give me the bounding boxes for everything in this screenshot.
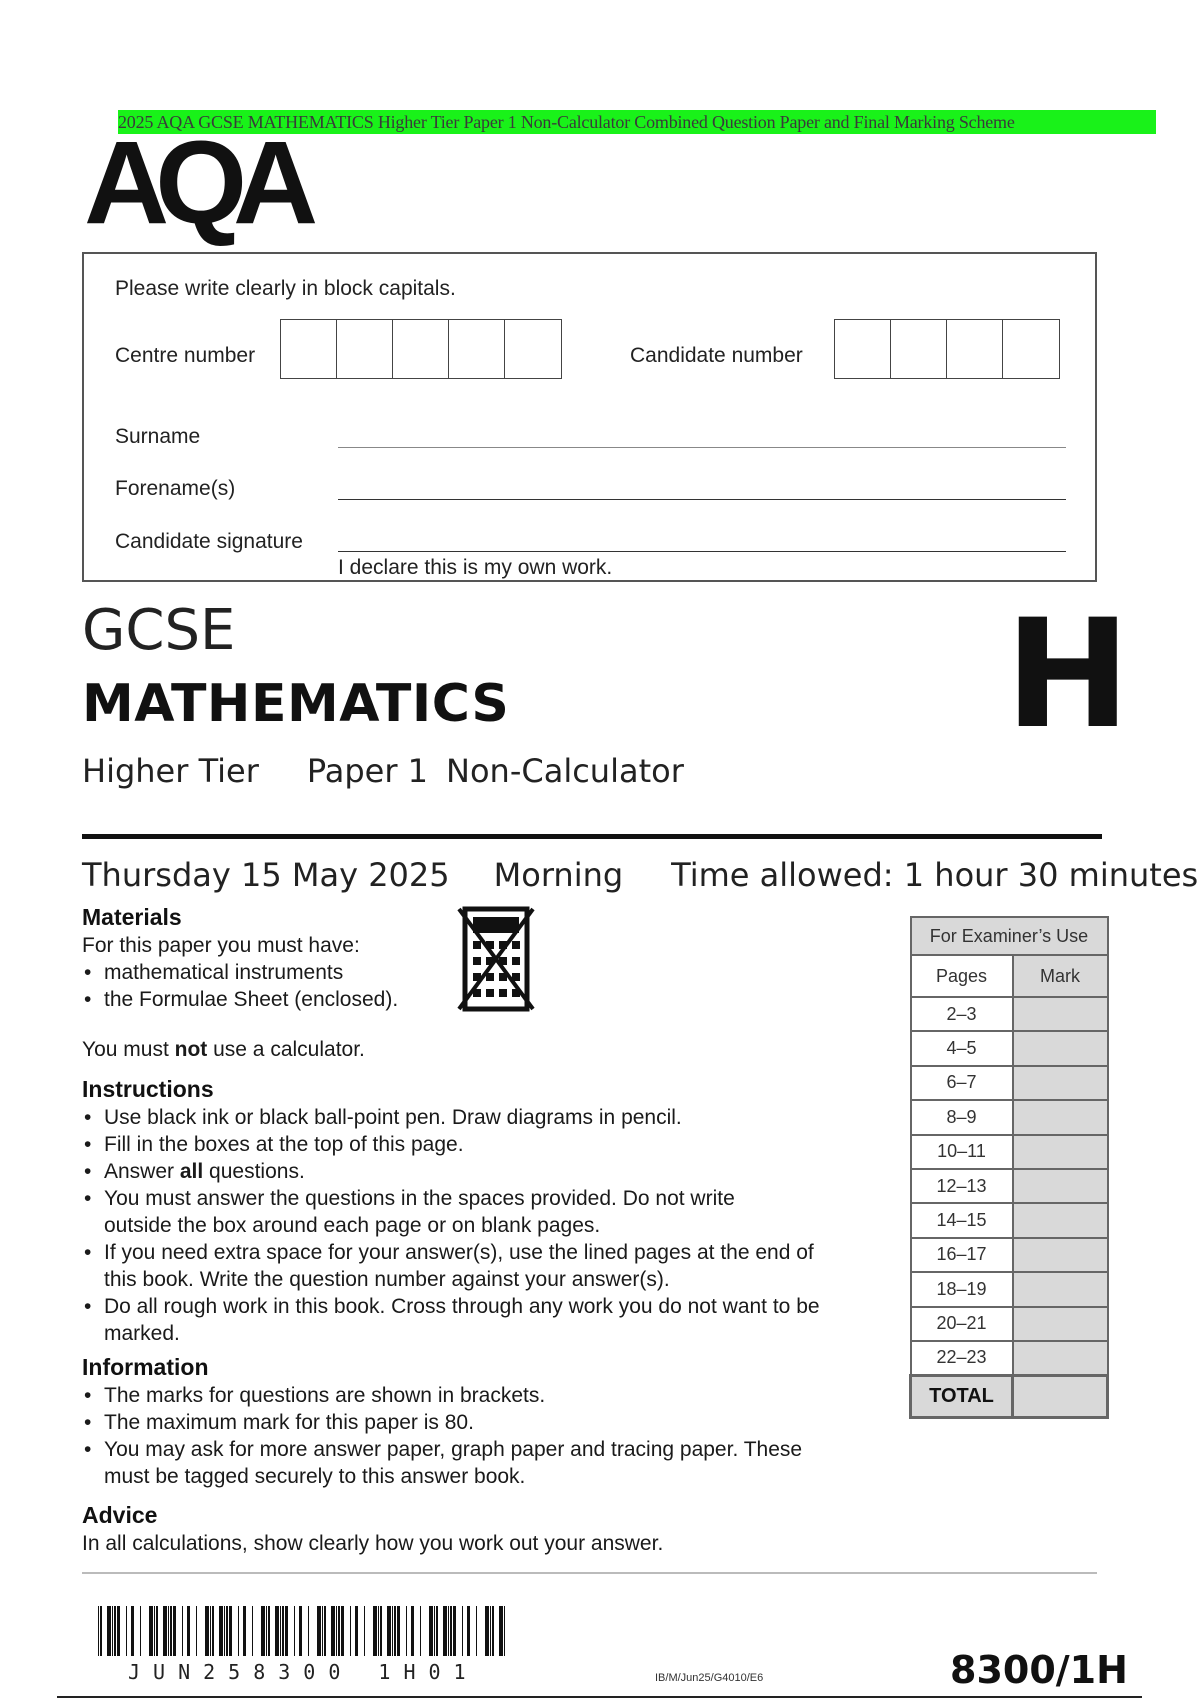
signature-field[interactable] <box>338 551 1066 552</box>
barcode-bar <box>322 1606 323 1656</box>
mark-cell <box>1013 1066 1108 1100</box>
aqa-logo: AQA <box>84 117 305 249</box>
barcode-bar <box>156 1606 158 1656</box>
barcode-bar <box>196 1606 197 1656</box>
mark-cell <box>1013 1135 1108 1169</box>
barcode-bar <box>373 1606 377 1656</box>
barcode-bar <box>485 1606 489 1656</box>
barcode-bar <box>436 1606 438 1656</box>
barcode-bar <box>219 1606 223 1656</box>
centre-digit-box[interactable] <box>281 320 337 378</box>
barcode-bar <box>443 1606 447 1656</box>
list-item <box>82 1158 842 1185</box>
tier-letter: H <box>1005 588 1131 762</box>
list-item-emphasis: all <box>179 1160 204 1183</box>
calculator-rule-suffix: use a calculator. <box>207 1038 365 1061</box>
surname-field[interactable] <box>338 447 1066 448</box>
calculator-status: Non-Calculator <box>446 752 684 790</box>
table-row: 16–17 <box>911 1238 1013 1272</box>
list-item: • the Formulae Sheet (enclosed). <box>82 986 462 1013</box>
calculator-rule <box>82 1036 365 1063</box>
title-divider <box>82 834 1102 839</box>
barcode-bar <box>336 1606 337 1656</box>
time-allowed: Time allowed: 1 hour 30 minutes <box>671 856 1199 894</box>
centre-digit-box[interactable] <box>393 320 449 378</box>
barcode <box>98 1606 508 1656</box>
list-item-text: If you need extra space for your answer(s), use the lined pages at the end of this book. Write the question number against your answer(s). <box>104 1241 814 1291</box>
barcode-bar <box>341 1606 344 1656</box>
list-item <box>82 1293 842 1347</box>
table-row: 20–21 <box>911 1307 1013 1341</box>
calculator-rule-emphasis: not <box>174 1038 208 1061</box>
barcode-bar <box>450 1606 452 1656</box>
barcode-bar <box>364 1606 365 1656</box>
barcode-bar <box>182 1606 183 1656</box>
barcode-bar <box>331 1606 335 1656</box>
list-item: • The maximum mark for this paper is 80. <box>82 1409 822 1436</box>
barcode-bar <box>212 1606 214 1656</box>
document-reference: IB/M/Jun25/G4010/E6 <box>655 1672 764 1684</box>
barcode-bar <box>98 1606 99 1656</box>
information-heading: Information <box>82 1354 209 1380</box>
barcode-bar <box>317 1606 321 1656</box>
barcode-bar <box>406 1606 407 1656</box>
paper-number: Paper 1 <box>306 752 429 790</box>
advice-text: In all calculations, show clearly how you work out your answer. <box>82 1532 664 1555</box>
barcode-bar <box>117 1606 120 1656</box>
barcode-bar <box>168 1606 169 1656</box>
list-item: • The marks for questions are shown in brackets. <box>82 1382 822 1409</box>
barcode-bar <box>448 1606 449 1656</box>
block-capitals-instruction: Please write clearly in block capitals. <box>115 277 456 300</box>
materials-heading: Materials <box>82 904 182 930</box>
total-mark-cell <box>1013 1375 1108 1417</box>
barcode-bar <box>490 1606 491 1656</box>
signature-label: Candidate signature <box>115 530 303 553</box>
barcode-bar <box>280 1606 281 1656</box>
mark-column-header: Mark <box>1013 955 1108 997</box>
barcode-number: JUN258300 1H01 <box>128 1660 479 1684</box>
instructions-heading: Instructions <box>82 1076 214 1102</box>
instructions-section <box>82 1104 842 1347</box>
subject-title: MATHEMATICS <box>82 674 510 734</box>
barcode-bar <box>243 1606 246 1656</box>
barcode-bar <box>261 1606 265 1656</box>
barcode-bar <box>149 1606 153 1656</box>
barcode-bar <box>170 1606 172 1656</box>
paper-code: 8300/1H <box>950 1648 1128 1692</box>
barcode-bar <box>499 1606 503 1656</box>
barcode-bar <box>268 1606 270 1656</box>
exam-session: Morning <box>493 856 624 894</box>
advice-divider <box>82 1572 1097 1574</box>
barcode-bar <box>294 1606 295 1656</box>
examiner-table-title: For Examiner’s Use <box>911 917 1108 955</box>
barcode-bar <box>173 1606 176 1656</box>
barcode-bar <box>252 1606 253 1656</box>
barcode-bar <box>411 1606 414 1656</box>
barcode-bar <box>299 1606 302 1656</box>
table-row: 8–9 <box>911 1100 1013 1134</box>
candidate-digit-box[interactable] <box>1003 320 1059 378</box>
barcode-bar <box>154 1606 155 1656</box>
list-item <box>82 1131 842 1158</box>
declaration-text: I declare this is my own work. <box>338 556 613 579</box>
barcode-bar <box>126 1606 127 1656</box>
barcode-bar <box>238 1606 239 1656</box>
barcode-bar <box>492 1606 494 1656</box>
list-item <box>82 1185 842 1239</box>
forename-label: Forename(s) <box>115 477 236 500</box>
candidate-digit-box[interactable] <box>891 320 947 378</box>
list-item-text: Answer <box>104 1160 180 1183</box>
table-row: 14–15 <box>911 1203 1013 1237</box>
barcode-bar <box>394 1606 396 1656</box>
barcode-bar <box>187 1606 190 1656</box>
calculator-rule-prefix: You must <box>82 1038 175 1061</box>
qualification-title: GCSE <box>82 598 236 663</box>
table-row: 6–7 <box>911 1066 1013 1100</box>
list-item <box>82 1239 842 1293</box>
list-item <box>82 1104 842 1131</box>
barcode-bar <box>324 1606 326 1656</box>
barcode-bar <box>434 1606 435 1656</box>
barcode-bar <box>285 1606 288 1656</box>
tier-name: Higher Tier <box>82 752 259 790</box>
barcode-bar <box>429 1606 433 1656</box>
table-row: 18–19 <box>911 1272 1013 1306</box>
mark-cell <box>1013 1272 1108 1306</box>
list-item-text: You must answer the questions in the spaces provided. Do not write outside the box around each page or on blank pages. <box>104 1187 735 1237</box>
barcode-bar <box>229 1606 232 1656</box>
centre-digit-box[interactable] <box>337 320 393 378</box>
mark-cell <box>1013 1341 1108 1375</box>
centre-digit-box[interactable] <box>449 320 505 378</box>
pages-column-header: Pages <box>911 955 1013 997</box>
list-item: • mathematical instruments <box>82 959 462 986</box>
barcode-bar <box>453 1606 456 1656</box>
no-calculator-icon <box>455 905 537 1015</box>
barcode-bar <box>282 1606 284 1656</box>
barcode-bar <box>462 1606 463 1656</box>
list-item: • You may ask for more answer paper, graph paper and tracing paper. These must be tagged securely to this answer book. <box>82 1436 822 1490</box>
barcode-bar <box>504 1606 505 1656</box>
centre-number-label: Centre number <box>115 344 256 367</box>
information-section <box>82 1382 822 1490</box>
candidate-number-label: Candidate number <box>630 344 803 367</box>
barcode-bar <box>355 1606 358 1656</box>
table-row: 4–5 <box>911 1031 1013 1065</box>
table-row: 12–13 <box>911 1169 1013 1203</box>
barcode-bar <box>114 1606 116 1656</box>
list-item-text: Use black ink or black ball-point pen. Draw diagrams in pencil. <box>104 1106 682 1129</box>
advice-heading: Advice <box>82 1502 158 1528</box>
surname-label: Surname <box>115 425 201 448</box>
barcode-bar <box>224 1606 225 1656</box>
barcode-bar <box>420 1606 421 1656</box>
barcode-bar <box>226 1606 228 1656</box>
barcode-bar <box>387 1606 391 1656</box>
table-row: 22–23 <box>911 1341 1013 1375</box>
table-row: 10–11 <box>911 1135 1013 1169</box>
barcode-bar <box>392 1606 393 1656</box>
barcode-bar <box>378 1606 379 1656</box>
barcode-bar <box>266 1606 267 1656</box>
barcode-bar <box>476 1606 477 1656</box>
list-item-text: Do all rough work in this book. Cross through any work you do not want to be marked. <box>104 1295 820 1345</box>
candidate-digit-box[interactable] <box>947 320 1003 378</box>
list-item-text: questions. <box>203 1160 305 1183</box>
footer-divider <box>57 1696 1142 1698</box>
session-line <box>82 856 1198 894</box>
centre-digit-box[interactable] <box>505 320 561 378</box>
barcode-bar <box>112 1606 113 1656</box>
barcode-bar <box>163 1606 167 1656</box>
examiner-use-table <box>909 916 1109 1419</box>
barcode-bar <box>205 1606 209 1656</box>
total-label: TOTAL <box>911 1375 1013 1417</box>
document-title-banner: 2025 AQA GCSE MATHEMATICS Higher Tier Paper 1 Non-Calculator Combined Question Paper and Final Marking Scheme <box>118 110 1156 134</box>
mark-cell <box>1013 1238 1108 1272</box>
mark-cell <box>1013 997 1108 1031</box>
table-row: 2–3 <box>911 997 1013 1031</box>
barcode-bar <box>397 1606 400 1656</box>
materials-intro: For this paper you must have: <box>82 934 360 957</box>
mark-cell <box>1013 1100 1108 1134</box>
materials-section <box>82 932 462 1013</box>
exam-date: Thursday 15 May 2025 <box>82 856 450 894</box>
forename-field[interactable] <box>338 499 1066 500</box>
barcode-bar <box>131 1606 134 1656</box>
barcode-bar <box>338 1606 340 1656</box>
barcode-bar <box>210 1606 211 1656</box>
mark-cell <box>1013 1169 1108 1203</box>
list-item-text: Fill in the boxes at the top of this page. <box>104 1133 464 1156</box>
barcode-bar <box>350 1606 351 1656</box>
mark-cell <box>1013 1031 1108 1065</box>
candidate-digit-box[interactable] <box>835 320 891 378</box>
barcode-bar <box>275 1606 279 1656</box>
barcode-bar <box>100 1606 102 1656</box>
tier-line <box>82 752 684 790</box>
barcode-bar <box>140 1606 141 1656</box>
centre-number-boxes[interactable] <box>280 319 562 379</box>
candidate-number-boxes[interactable] <box>834 319 1060 379</box>
barcode-bar <box>380 1606 382 1656</box>
mark-cell <box>1013 1307 1108 1341</box>
mark-cell <box>1013 1203 1108 1237</box>
barcode-bar <box>467 1606 470 1656</box>
barcode-bar <box>308 1606 309 1656</box>
barcode-bar <box>107 1606 111 1656</box>
